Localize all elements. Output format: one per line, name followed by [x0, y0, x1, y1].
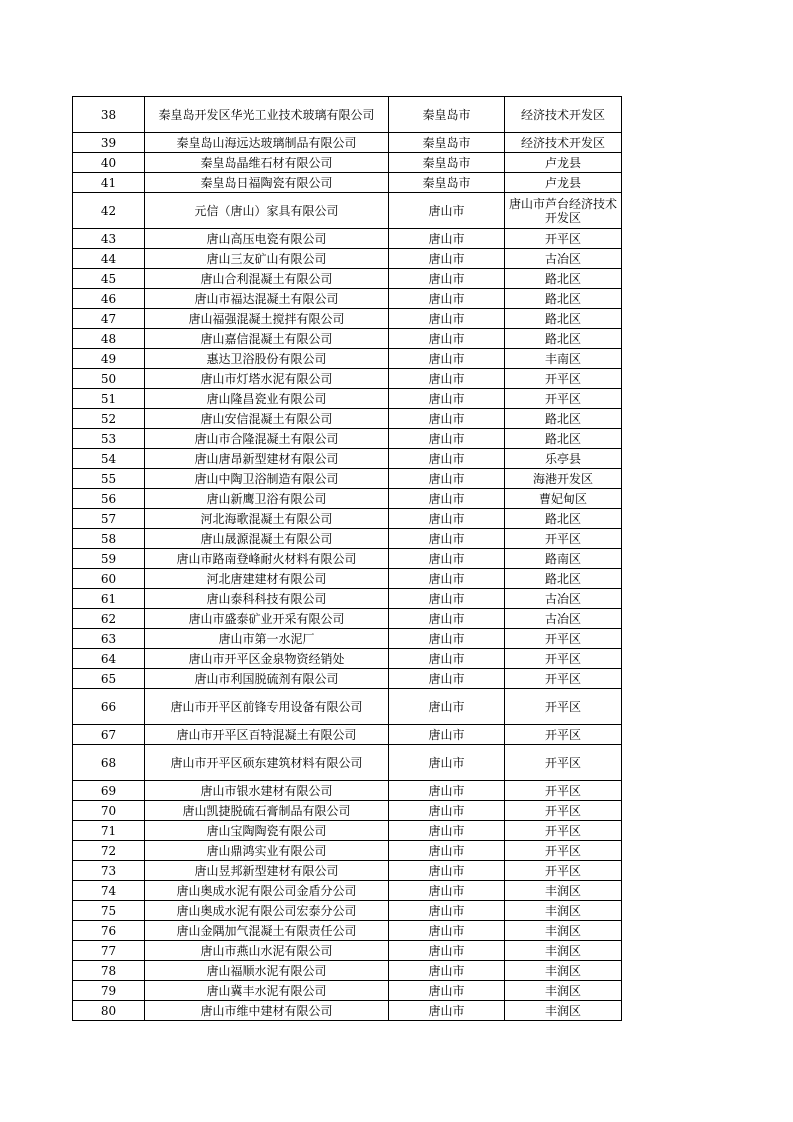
company-name-cell: 秦皇岛开发区华光工业技术玻璃有限公司	[145, 97, 389, 133]
city-cell: 唐山市	[389, 609, 505, 629]
district-cell: 开平区	[505, 389, 622, 409]
district-cell: 路北区	[505, 509, 622, 529]
city-cell: 唐山市	[389, 569, 505, 589]
table-row	[73, 549, 622, 569]
district-cell: 开平区	[505, 369, 622, 389]
city-cell: 唐山市	[389, 841, 505, 861]
company-name-cell: 唐山新鹰卫浴有限公司	[145, 489, 389, 509]
table-row	[73, 725, 622, 745]
company-name-cell: 河北海歌混凝土有限公司	[145, 509, 389, 529]
district-cell: 海港开发区	[505, 469, 622, 489]
district-cell: 曹妃甸区	[505, 489, 622, 509]
row-number-cell: 40	[73, 153, 145, 173]
city-cell: 唐山市	[389, 921, 505, 941]
company-name-cell: 唐山市第一水泥厂	[145, 629, 389, 649]
row-number-cell: 41	[73, 173, 145, 193]
district-cell: 丰润区	[505, 901, 622, 921]
city-cell: 唐山市	[389, 349, 505, 369]
row-number-cell: 57	[73, 509, 145, 529]
district-cell: 丰润区	[505, 921, 622, 941]
district-cell: 丰润区	[505, 941, 622, 961]
company-name-cell: 唐山昱邦新型建材有限公司	[145, 861, 389, 881]
row-number-cell: 58	[73, 529, 145, 549]
table-row	[73, 649, 622, 669]
district-cell: 路北区	[505, 269, 622, 289]
table-row	[73, 901, 622, 921]
row-number-cell: 69	[73, 781, 145, 801]
table-row	[73, 689, 622, 725]
district-cell: 卢龙县	[505, 173, 622, 193]
city-cell: 唐山市	[389, 529, 505, 549]
city-cell: 唐山市	[389, 781, 505, 801]
row-number-cell: 77	[73, 941, 145, 961]
row-number-cell: 44	[73, 249, 145, 269]
table-row	[73, 629, 622, 649]
table-row	[73, 229, 622, 249]
company-name-cell: 唐山金隅加气混凝土有限责任公司	[145, 921, 389, 941]
district-cell: 路北区	[505, 329, 622, 349]
table-row	[73, 329, 622, 349]
district-cell: 卢龙县	[505, 153, 622, 173]
district-cell: 经济技术开发区	[505, 133, 622, 153]
table-row	[73, 309, 622, 329]
city-cell: 唐山市	[389, 669, 505, 689]
city-cell: 唐山市	[389, 369, 505, 389]
district-cell: 开平区	[505, 821, 622, 841]
company-name-cell: 唐山宝陶陶瓷有限公司	[145, 821, 389, 841]
row-number-cell: 39	[73, 133, 145, 153]
city-cell: 唐山市	[389, 269, 505, 289]
row-number-cell: 50	[73, 369, 145, 389]
city-cell: 唐山市	[389, 449, 505, 469]
row-number-cell: 66	[73, 689, 145, 725]
city-cell: 唐山市	[389, 509, 505, 529]
city-cell: 唐山市	[389, 329, 505, 349]
table-row	[73, 941, 622, 961]
city-cell: 秦皇岛市	[389, 97, 505, 133]
row-number-cell: 59	[73, 549, 145, 569]
table-row	[73, 569, 622, 589]
company-name-cell: 唐山唐昂新型建材有限公司	[145, 449, 389, 469]
company-name-cell: 唐山晟源混凝土有限公司	[145, 529, 389, 549]
table-row	[73, 389, 622, 409]
company-name-cell: 唐山合利混凝土有限公司	[145, 269, 389, 289]
city-cell: 唐山市	[389, 801, 505, 821]
row-number-cell: 64	[73, 649, 145, 669]
city-cell: 唐山市	[389, 981, 505, 1001]
city-cell: 秦皇岛市	[389, 153, 505, 173]
table-row	[73, 97, 622, 133]
city-cell: 唐山市	[389, 589, 505, 609]
company-name-cell: 唐山市利国脱硫剂有限公司	[145, 669, 389, 689]
city-cell: 唐山市	[389, 1001, 505, 1021]
row-number-cell: 76	[73, 921, 145, 941]
district-cell: 乐亭县	[505, 449, 622, 469]
table-row	[73, 609, 622, 629]
row-number-cell: 80	[73, 1001, 145, 1021]
district-cell: 开平区	[505, 529, 622, 549]
row-number-cell: 61	[73, 589, 145, 609]
city-cell: 唐山市	[389, 489, 505, 509]
city-cell: 唐山市	[389, 649, 505, 669]
city-cell: 唐山市	[389, 289, 505, 309]
city-cell: 唐山市	[389, 309, 505, 329]
row-number-cell: 52	[73, 409, 145, 429]
table-row	[73, 921, 622, 941]
company-name-cell: 唐山市开平区硕东建筑材料有限公司	[145, 745, 389, 781]
table-row	[73, 469, 622, 489]
company-name-cell: 秦皇岛山海远达玻璃制品有限公司	[145, 133, 389, 153]
city-cell: 唐山市	[389, 961, 505, 981]
district-cell: 路北区	[505, 429, 622, 449]
district-cell: 路北区	[505, 289, 622, 309]
company-name-cell: 唐山冀丰水泥有限公司	[145, 981, 389, 1001]
district-cell: 开平区	[505, 745, 622, 781]
district-cell: 唐山市芦台经济技术开发区	[505, 193, 622, 229]
company-name-cell: 唐山福顺水泥有限公司	[145, 961, 389, 981]
table-row	[73, 745, 622, 781]
row-number-cell: 45	[73, 269, 145, 289]
district-cell: 古冶区	[505, 609, 622, 629]
city-cell: 唐山市	[389, 901, 505, 921]
city-cell: 唐山市	[389, 249, 505, 269]
row-number-cell: 62	[73, 609, 145, 629]
company-name-cell: 唐山市合隆混凝土有限公司	[145, 429, 389, 449]
row-number-cell: 55	[73, 469, 145, 489]
company-name-cell: 唐山市维中建材有限公司	[145, 1001, 389, 1021]
city-cell: 唐山市	[389, 469, 505, 489]
district-cell: 丰润区	[505, 1001, 622, 1021]
city-cell: 唐山市	[389, 725, 505, 745]
company-name-cell: 唐山鼎鸿实业有限公司	[145, 841, 389, 861]
company-name-cell: 唐山凯捷脱硫石膏制品有限公司	[145, 801, 389, 821]
company-table-body	[73, 97, 622, 1021]
table-row	[73, 269, 622, 289]
district-cell: 路北区	[505, 569, 622, 589]
company-name-cell: 唐山市开平区百特混凝土有限公司	[145, 725, 389, 745]
row-number-cell: 68	[73, 745, 145, 781]
city-cell: 秦皇岛市	[389, 173, 505, 193]
table-row	[73, 981, 622, 1001]
district-cell: 经济技术开发区	[505, 97, 622, 133]
district-cell: 开平区	[505, 781, 622, 801]
city-cell: 唐山市	[389, 629, 505, 649]
table-row	[73, 881, 622, 901]
city-cell: 唐山市	[389, 429, 505, 449]
row-number-cell: 73	[73, 861, 145, 881]
table-row	[73, 173, 622, 193]
company-name-cell: 唐山三友矿山有限公司	[145, 249, 389, 269]
row-number-cell: 51	[73, 389, 145, 409]
row-number-cell: 48	[73, 329, 145, 349]
table-row	[73, 489, 622, 509]
company-name-cell: 秦皇岛晶维石材有限公司	[145, 153, 389, 173]
company-name-cell: 唐山市开平区前锋专用设备有限公司	[145, 689, 389, 725]
district-cell: 开平区	[505, 689, 622, 725]
company-name-cell: 秦皇岛日福陶瓷有限公司	[145, 173, 389, 193]
table-row	[73, 861, 622, 881]
company-name-cell: 唐山中陶卫浴制造有限公司	[145, 469, 389, 489]
table-row	[73, 153, 622, 173]
city-cell: 唐山市	[389, 549, 505, 569]
city-cell: 唐山市	[389, 409, 505, 429]
company-name-cell: 唐山泰科科技有限公司	[145, 589, 389, 609]
city-cell: 唐山市	[389, 745, 505, 781]
city-cell: 唐山市	[389, 689, 505, 725]
company-name-cell: 唐山高压电瓷有限公司	[145, 229, 389, 249]
district-cell: 丰南区	[505, 349, 622, 369]
table-row	[73, 509, 622, 529]
company-name-cell: 惠达卫浴股份有限公司	[145, 349, 389, 369]
city-cell: 唐山市	[389, 881, 505, 901]
row-number-cell: 43	[73, 229, 145, 249]
company-name-cell: 唐山奥成水泥有限公司金盾分公司	[145, 881, 389, 901]
table-row	[73, 801, 622, 821]
table-row	[73, 429, 622, 449]
city-cell: 唐山市	[389, 193, 505, 229]
table-row	[73, 349, 622, 369]
row-number-cell: 53	[73, 429, 145, 449]
table-row	[73, 289, 622, 309]
district-cell: 路北区	[505, 409, 622, 429]
row-number-cell: 63	[73, 629, 145, 649]
district-cell: 开平区	[505, 649, 622, 669]
table-row	[73, 589, 622, 609]
row-number-cell: 60	[73, 569, 145, 589]
company-name-cell: 唐山市灯塔水泥有限公司	[145, 369, 389, 389]
row-number-cell: 46	[73, 289, 145, 309]
district-cell: 开平区	[505, 229, 622, 249]
district-cell: 开平区	[505, 669, 622, 689]
row-number-cell: 78	[73, 961, 145, 981]
company-name-cell: 唐山市福达混凝土有限公司	[145, 289, 389, 309]
table-row	[73, 669, 622, 689]
district-cell: 开平区	[505, 629, 622, 649]
table-row	[73, 369, 622, 389]
district-cell: 丰润区	[505, 881, 622, 901]
company-name-cell: 唐山市路南登峰耐火材料有限公司	[145, 549, 389, 569]
district-cell: 开平区	[505, 841, 622, 861]
city-cell: 秦皇岛市	[389, 133, 505, 153]
company-table	[72, 96, 622, 1021]
company-name-cell: 唐山市燕山水泥有限公司	[145, 941, 389, 961]
row-number-cell: 67	[73, 725, 145, 745]
district-cell: 开平区	[505, 801, 622, 821]
district-cell: 路南区	[505, 549, 622, 569]
table-row	[73, 821, 622, 841]
table-row	[73, 409, 622, 429]
city-cell: 唐山市	[389, 229, 505, 249]
table-row	[73, 133, 622, 153]
row-number-cell: 54	[73, 449, 145, 469]
company-name-cell: 河北唐建建材有限公司	[145, 569, 389, 589]
city-cell: 唐山市	[389, 821, 505, 841]
company-name-cell: 唐山福强混凝土搅拌有限公司	[145, 309, 389, 329]
table-row	[73, 249, 622, 269]
city-cell: 唐山市	[389, 389, 505, 409]
company-name-cell: 唐山市开平区金泉物资经销处	[145, 649, 389, 669]
row-number-cell: 79	[73, 981, 145, 1001]
table-row	[73, 193, 622, 229]
row-number-cell: 38	[73, 97, 145, 133]
row-number-cell: 49	[73, 349, 145, 369]
district-cell: 开平区	[505, 725, 622, 745]
company-name-cell: 唐山隆昌瓷业有限公司	[145, 389, 389, 409]
company-name-cell: 唐山嘉信混凝土有限公司	[145, 329, 389, 349]
row-number-cell: 70	[73, 801, 145, 821]
table-row	[73, 781, 622, 801]
row-number-cell: 71	[73, 821, 145, 841]
company-name-cell: 唐山奥成水泥有限公司宏泰分公司	[145, 901, 389, 921]
company-name-cell: 元信（唐山）家具有限公司	[145, 193, 389, 229]
row-number-cell: 56	[73, 489, 145, 509]
row-number-cell: 72	[73, 841, 145, 861]
row-number-cell: 74	[73, 881, 145, 901]
table-row	[73, 529, 622, 549]
table-row	[73, 961, 622, 981]
district-cell: 古冶区	[505, 249, 622, 269]
table-row	[73, 449, 622, 469]
city-cell: 唐山市	[389, 941, 505, 961]
district-cell: 丰润区	[505, 981, 622, 1001]
district-cell: 丰润区	[505, 961, 622, 981]
district-cell: 路北区	[505, 309, 622, 329]
table-row	[73, 841, 622, 861]
row-number-cell: 47	[73, 309, 145, 329]
company-name-cell: 唐山市银水建材有限公司	[145, 781, 389, 801]
table-row	[73, 1001, 622, 1021]
row-number-cell: 75	[73, 901, 145, 921]
district-cell: 开平区	[505, 861, 622, 881]
company-name-cell: 唐山安信混凝土有限公司	[145, 409, 389, 429]
city-cell: 唐山市	[389, 861, 505, 881]
row-number-cell: 42	[73, 193, 145, 229]
district-cell: 古冶区	[505, 589, 622, 609]
company-name-cell: 唐山市盛泰矿业开采有限公司	[145, 609, 389, 629]
row-number-cell: 65	[73, 669, 145, 689]
